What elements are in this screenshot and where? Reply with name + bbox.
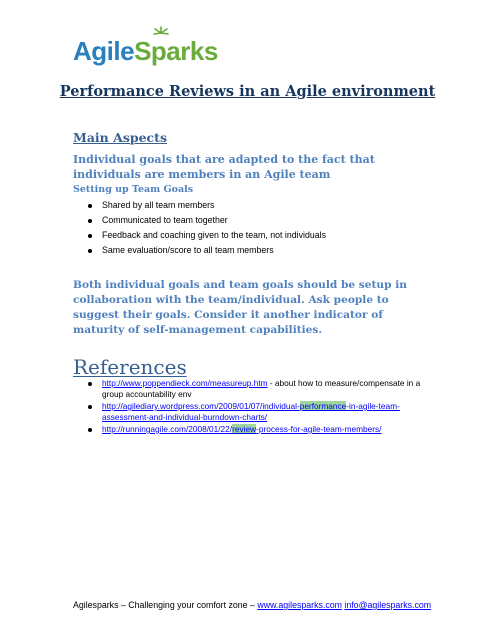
link-part: http://agilediary.wordpress.com/2009/01/07/individual-: [102, 401, 300, 411]
agilesparks-logo: [73, 26, 223, 70]
page-footer: [73, 600, 431, 610]
reference-item: [86, 401, 426, 423]
reference-link-agilediary[interactable]: [102, 401, 400, 422]
list-item: Feedback and coaching given to the team, not individuals: [86, 228, 326, 243]
highlighted-term: review: [232, 424, 257, 434]
highlighted-term: performance: [299, 401, 347, 411]
reference-link-poppendieck[interactable]: http://www.poppendieck.com/measureup.htm: [102, 378, 268, 388]
logo-wordmark: [73, 36, 218, 66]
reference-item: [86, 378, 426, 400]
team-goals-list: [86, 198, 326, 258]
document-title: Performance Reviews in an Agile environment: [59, 83, 436, 100]
list-item: Same evaluation/score to all team members: [86, 243, 326, 258]
list-item: Shared by all team members: [86, 198, 326, 213]
footer-text: Agilesparks – Challenging your comfort zone –: [73, 600, 258, 610]
list-item: Communicated to team together: [86, 213, 326, 228]
logo-text-sparks: Sparks: [134, 36, 218, 66]
main-aspects-heading: Main Aspects: [73, 130, 167, 145]
logo-text-agile: Agile: [73, 36, 135, 66]
footer-site-link[interactable]: www.agilesparks.com: [257, 600, 342, 610]
reference-link-runningagile[interactable]: [102, 424, 381, 434]
references-heading: References: [73, 355, 187, 379]
individual-goals-subheading: Individual goals that are adapted to the fact that individuals are members in an Agile team: [73, 153, 375, 181]
link-part: http://runningagile.com/2008/01/22/: [102, 424, 233, 434]
reference-description: - about how to measure/compensate in a group accountability env: [102, 378, 421, 399]
reference-item: [86, 424, 426, 435]
team-goals-heading: Setting up Team Goals: [73, 184, 194, 195]
references-list: [86, 378, 426, 436]
collaboration-paragraph: Both individual goals and team goals should be setup in collaboration with the team/individual. Ask people to suggest their goals. Consider it another indicator of maturity of self-management capabilities.: [73, 279, 407, 336]
footer-email-link[interactable]: info@agilesparks.com: [344, 600, 432, 610]
link-part: -process-for-agile-team-members/: [256, 424, 382, 434]
link-part: -in-agile-team-assessment-and-individual-burndown-charts/: [102, 401, 400, 422]
